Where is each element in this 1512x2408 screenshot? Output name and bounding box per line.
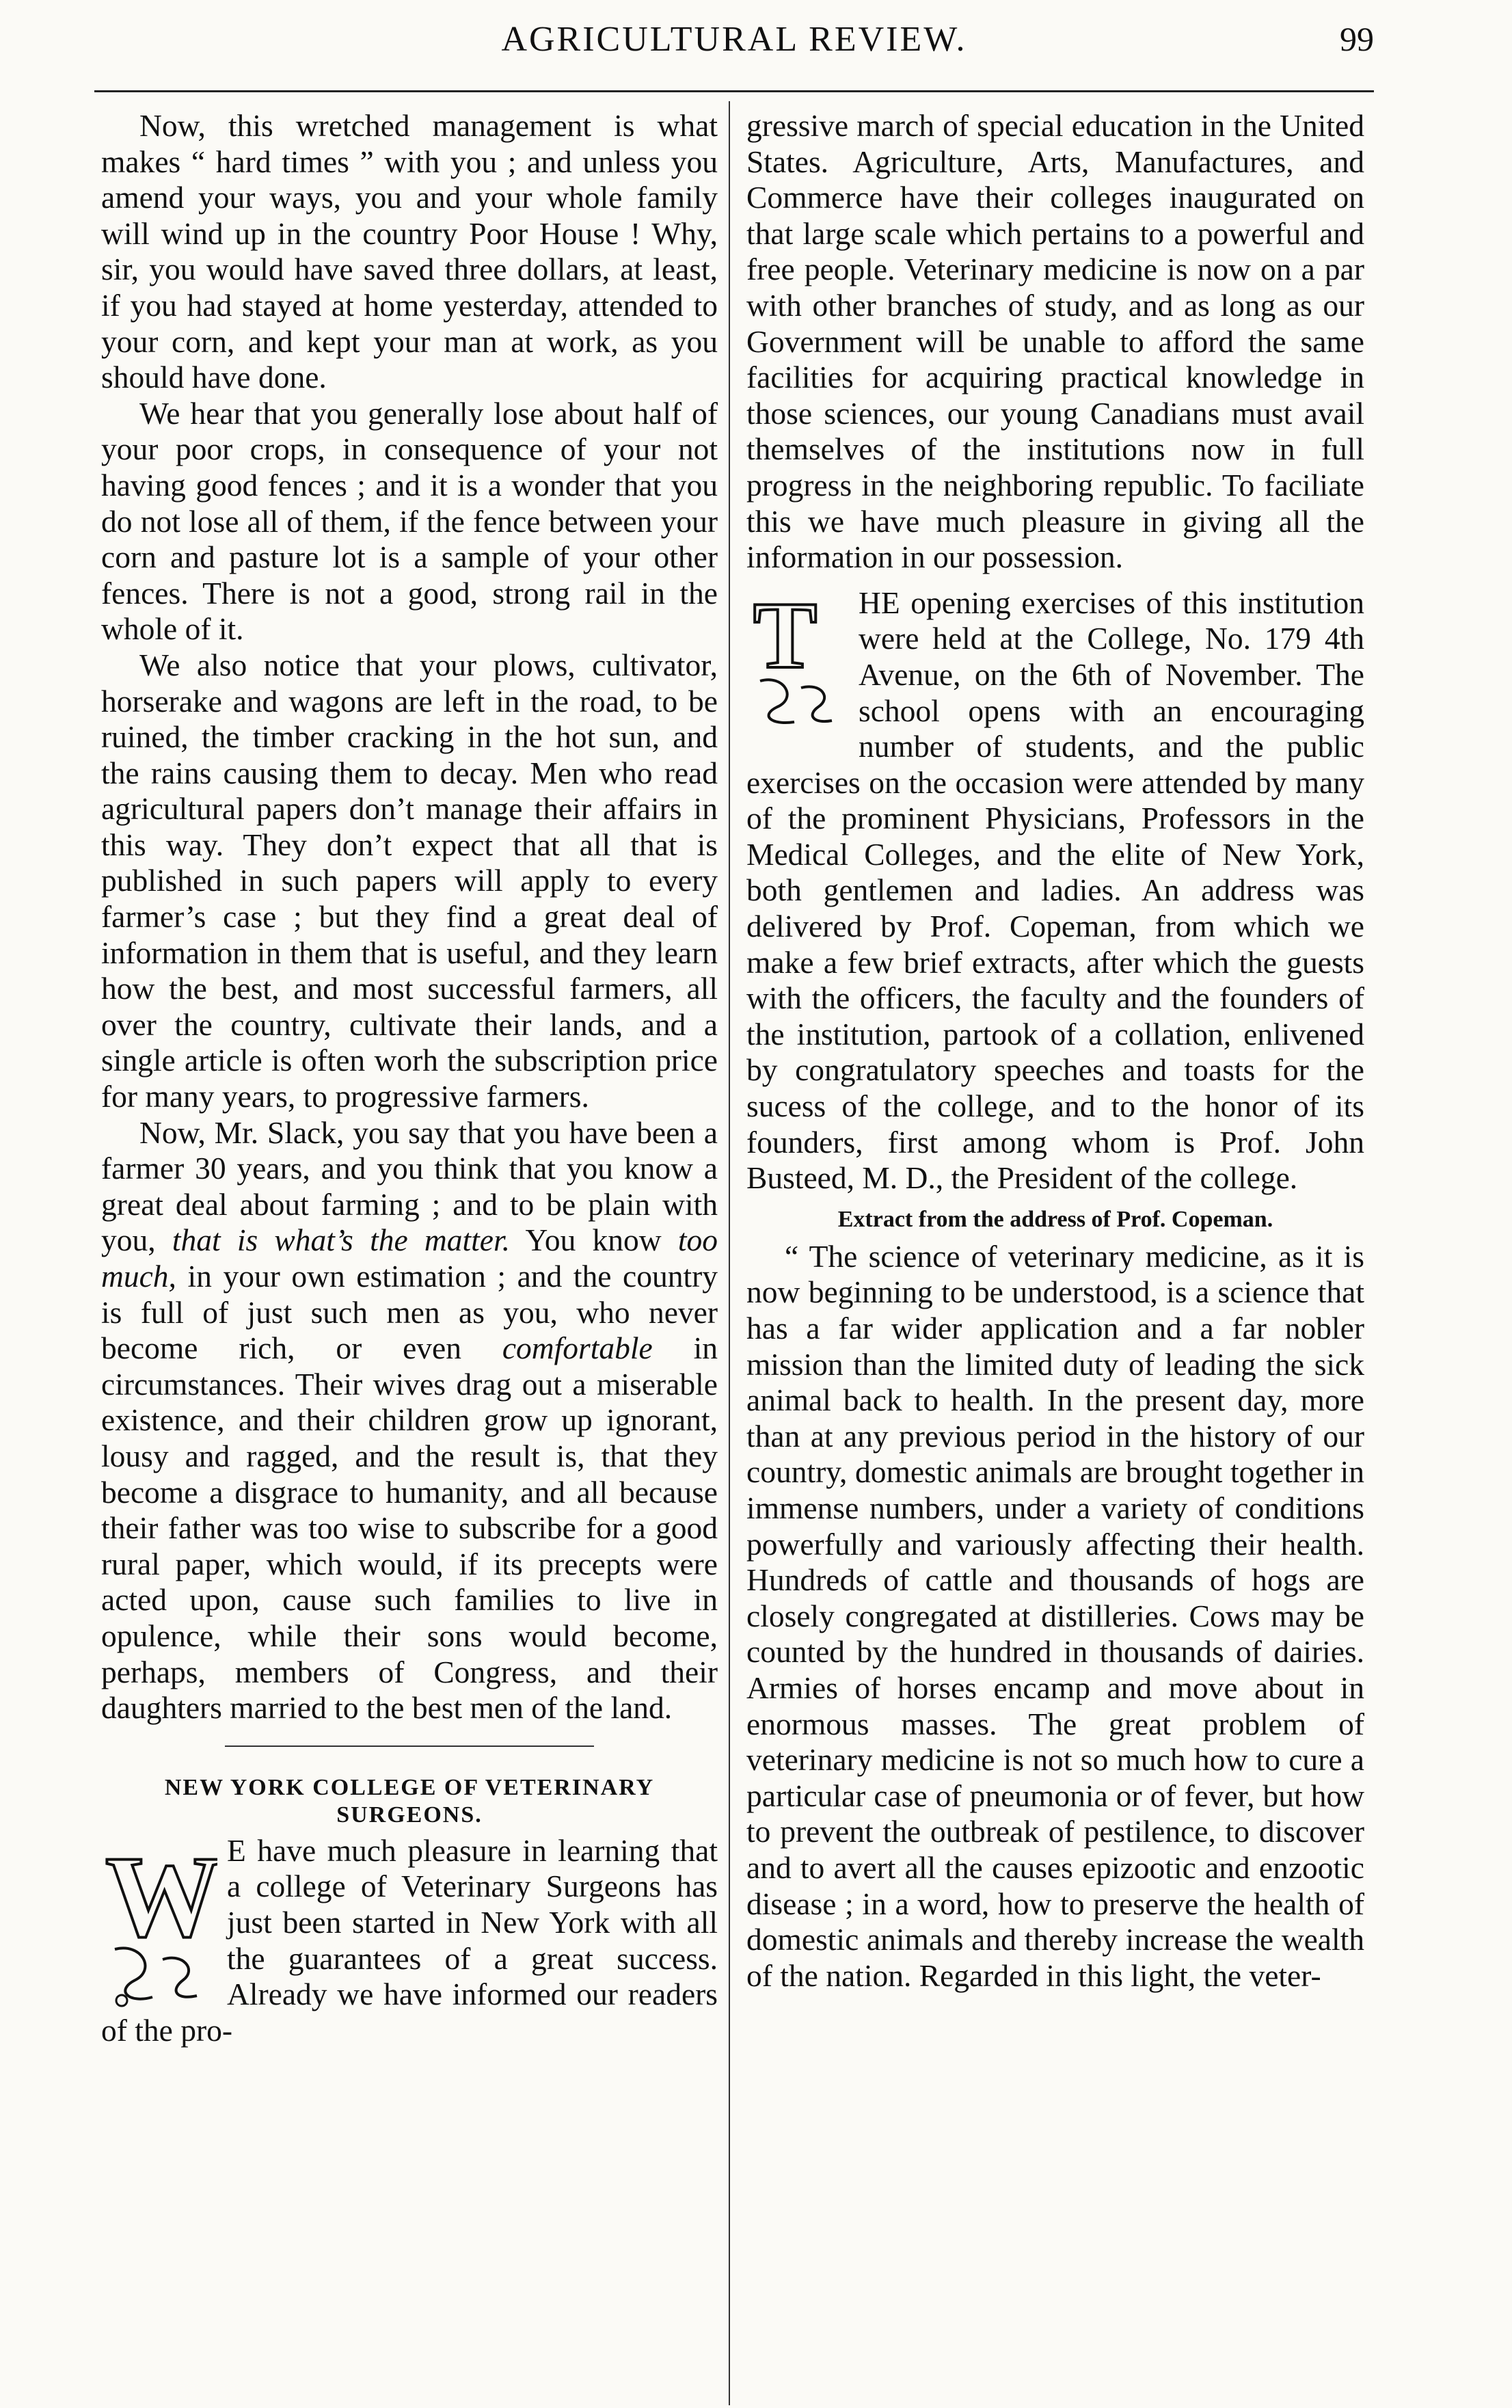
page-number: 99 — [1340, 20, 1374, 58]
ornamental-initial-t — [746, 585, 849, 730]
text-run: Now, Mr. Slack, you say that you have been a farmer 30 years, and you think that you know a great deal about farming ; and to be plain with you, — [101, 1114, 718, 1258]
paragraph: gressive march of special education in the United States. Agriculture, Arts, Manufactures, and Commerce have their colleges inaugurated on that large scale which pertains to a powerful and free people. Veterinary medicine is now on a par with other branches of study, and as long as our Government will be unable to afford the same facilities for acquiring practical knowledge in those sciences, our young Canadians must avail themselves of the institutions now in full progress in the neighboring republic. To faciliate this we have much pleasure in giving all the information in our possession. — [746, 108, 1364, 575]
ornamental-initial-w — [101, 1833, 217, 2012]
right-column — [746, 108, 1364, 1994]
text-run: E have much pleasure in learning that a college of Veterinary Surgeons has just been started in New York with all the guarantees of a great success. Already we have informed our readers of the pro- — [101, 1832, 718, 2048]
text-run: in circumstances. Their wives drag out a miserable existence, and their children grow up ignorant, lousy and ragged, and the result is, that they become a disgrace to humanity, and all because their father was too wise to subscribe for a good rural paper, which would, if its precepts were acted upon, cause such families to live in opulence, while their sons would become, perhaps, members of Congress, and their daughters married to the best men of the land. — [101, 1330, 718, 1726]
text-run: You know — [510, 1222, 678, 1258]
section-heading-line: NEW YORK COLLEGE OF VETERINARY — [164, 1774, 655, 1800]
text-run: in your own estimation ; and the country is full of just such men as you, who never become rich, or even — [101, 1259, 718, 1366]
svg-text:T: T — [753, 585, 818, 688]
paragraph: We hear that you generally lose about half of your poor crops, in consequence of your not having good fences ; and it is a wonder that you do not lose all of them, if the fence between your corn and pasture lot is a sample of your other fences. There is not a good, strong rail in the whole of it. — [101, 395, 718, 647]
paragraph: “ The science of veterinary medicine, as it is now beginning to be understood, is a science that has a far wider application and a far nobler mission than the limited duty of leading the sick animal back to health. In the present day, more than at any previous period in the history of our country, domestic animals are brought together in immense numbers, under a variety of conditions powerfully and variously affecting their health. Hundreds of cattle and thousands of hogs are closely congregated at distilleries. Cows may be counted by the hundred in thousands of dairies. Armies of horses encamp and move about in enormous masses. The great problem of veterinary medicine is not so much how to cure a particular case of pneumonia or of fever, but how to prevent the outbreak of pestilence, to discover and to avert all the causes epizootic and enzootic disease ; in a word, how to preserve the health of domestic animals and thereby increase the wealth of the nation. Regarded in this light, the veter- — [746, 1238, 1364, 1993]
ornamental-initial-w-graphic — [101, 1833, 217, 2012]
paragraph: Now, this wretched management is what makes “ hard times ” with you ; and unless you amend your ways, you and your whole family will wind up in the country Poor House ! Why, sir, you would have saved three dollars, at least, if you had stayed at home yesterday, attended to your corn, and kept your man at work, as you should have done. — [101, 108, 718, 395]
paragraph: We also notice that your plows, cultivator, horserake and wagons are left in the road, to be ruined, the timber cracking in the hot sun, and the rains causing them to decay. Men who read agricultural papers don’t manage their affairs in this way. They don’t expect that all that is published in such papers will apply to every farmer’s case ; but they find a great deal of information in them that is useful, and they learn how the best, and most successful farmers, all over the country, cultivate their lands, and a single article is often worh the subscription price for many years, to progressive farmers. — [101, 647, 718, 1114]
header-rule — [94, 90, 1374, 92]
italic-text: too much, — [101, 1222, 718, 1294]
paragraph — [101, 1115, 718, 1726]
section-heading-line: SURGEONS. — [336, 1802, 483, 1828]
italic-text: that is what’s the matter. — [172, 1222, 510, 1258]
page-header — [94, 15, 1374, 70]
section-rule — [225, 1745, 594, 1747]
column-divider — [729, 101, 730, 2405]
left-column — [101, 108, 718, 2048]
italic-text: comfortable — [502, 1330, 653, 1366]
text-run: HE opening exercises of this institution were held at the College, No. 179 4th Avenue, on the 6th of November. The school opens with an encouraging number of students, and the public exercises on the occasion were attended by many of the prominent Physicians, Professors in the Medical Colleges, and the elite of New York, both gentlemen and ladies. An address was delivered by Prof. Copeman, from which we make a few brief extracts, after which the guests with the officers, the faculty and the founders of the institution, partook of a collation, enlivened by congratulatory speeches and toasts for the sucess of the college, and to the honor of its founders, first among whom is Prof. John Busteed, M. D., the President of the college. — [746, 585, 1364, 1196]
paragraph — [746, 585, 1364, 1196]
running-title: AGRICULTURAL REVIEW. — [501, 20, 967, 59]
subheading: Extract from the address of Prof. Copeman. — [837, 1206, 1273, 1232]
svg-text:W: W — [105, 1832, 217, 1961]
paragraph — [101, 1833, 718, 2049]
ornamental-initial-t-graphic — [746, 585, 849, 730]
section-heading — [101, 1774, 718, 1829]
